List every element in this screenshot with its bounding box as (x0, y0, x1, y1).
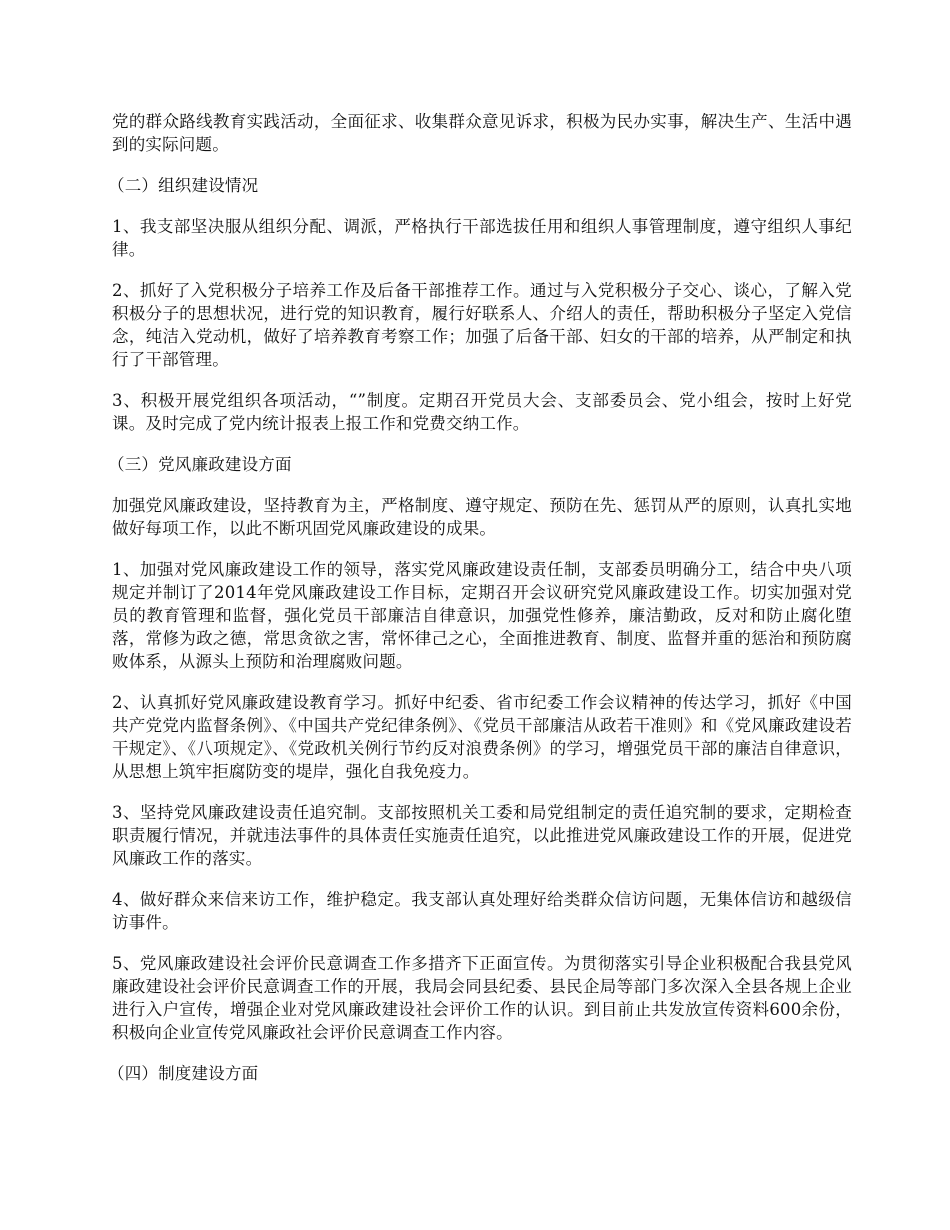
paragraph-integrity-intro: 加强党风廉政建设，坚持教育为主，严格制度、遵守规定、预防在先、惩罚从严的原则，认真扎实地做好每项工作，以此不断巩固党风廉政建设的成果。 (112, 496, 852, 538)
paragraph-intro: 党的群众路线教育实践活动，全面征求、收集群众意见诉求，积极为民办实事，解决生产、生活中遇到的实际问题。 (112, 112, 852, 154)
paragraph-integrity-3: 3、坚持党风廉政建设责任追究制。支部按照机关工委和局党组制定的责任追究制的要求，定期检查职责履行情况，并就违法事件的具体责任实施责任追究，以此推进党风廉政建设工作的开展，促进党风廉政工作的落实。 (112, 803, 852, 868)
section-heading-system: （四）制度建设方面 (108, 1064, 259, 1083)
paragraph-organization-2: 2、抓好了入党积极分子培养工作及后备干部推荐工作。通过与入党积极分子交心、谈心，了解入党积极分子的思想状况，进行党的知识教育，履行好联系人、介绍人的责任，帮助积极分子坚定入党信念，纯洁入党动机，做好了培养教育考察工作；加强了后备干部、妇女的干部的培养，从严制定和执行了干部管理。 (112, 281, 852, 369)
paragraph-integrity-4: 4、做好群众来信来访工作，维护稳定。我支部认真处理好给类群众信访问题，无集体信访和越级信访事件。 (112, 890, 852, 932)
paragraph-integrity-1: 1、加强对党风廉政建设工作的领导，落实党风廉政建设责任制，支部委员明确分工，结合中央八项规定并制订了2014年党风廉政建设工作目标，定期召开会议研究党风廉政建设工作。切实加强对党员的教育管理和监督，强化党员干部廉洁自律意识，加强党性修养，廉洁勤政，反对和防止腐化堕落，常修为政之德，常思贪欲之害，常怀律己之心，全面推进教育、制度、监督并重的惩治和预防腐败体系，从源头上预防和治理腐败问题。 (112, 560, 852, 671)
paragraph-integrity-5: 5、党风廉政建设社会评价民意调查工作多措齐下正面宣传。为贯彻落实引导企业积极配合我县党风廉政建设社会评价民意调查工作的开展，我局会同县纪委、县民企局等部门多次深入全县各规上企业进行入户宣传，增强企业对党风廉政建设社会评价工作的认识。到目前止共发放宣传资料600余份，积极向企业宣传党风廉政社会评价民意调查工作内容。 (112, 954, 852, 1042)
section-heading-organization: （二）组织建设情况 (108, 176, 259, 195)
paragraph-integrity-2: 2、认真抓好党风廉政建设教育学习。抓好中纪委、省市纪委工作会议精神的传达学习，抓好《中国共产党党内监督条例》、《中国共产党纪律条例》、《党员干部廉洁从政若干准则》和《党风廉政建设若干规定》、《八项规定》、《党政机关例行节约反对浪费条例》的学习，增强党员干部的廉洁自律意识，从思想上筑牢拒腐防变的堤岸，强化自我免疫力。 (112, 693, 852, 781)
section-heading-integrity: （三）党风廉政建设方面 (108, 455, 292, 474)
paragraph-organization-3: 3、积极开展党组织各项活动，“”制度。定期召开党员大会、支部委员会、党小组会，按时上好党课。及时完成了党内统计报表上报工作和党费交纳工作。 (112, 391, 852, 433)
document-page (108, 110, 852, 1103)
paragraph-organization-1: 1、我支部坚决服从组织分配、调派，严格执行干部选拔任用和组织人事管理制度，遵守组织人事纪律。 (112, 217, 852, 259)
